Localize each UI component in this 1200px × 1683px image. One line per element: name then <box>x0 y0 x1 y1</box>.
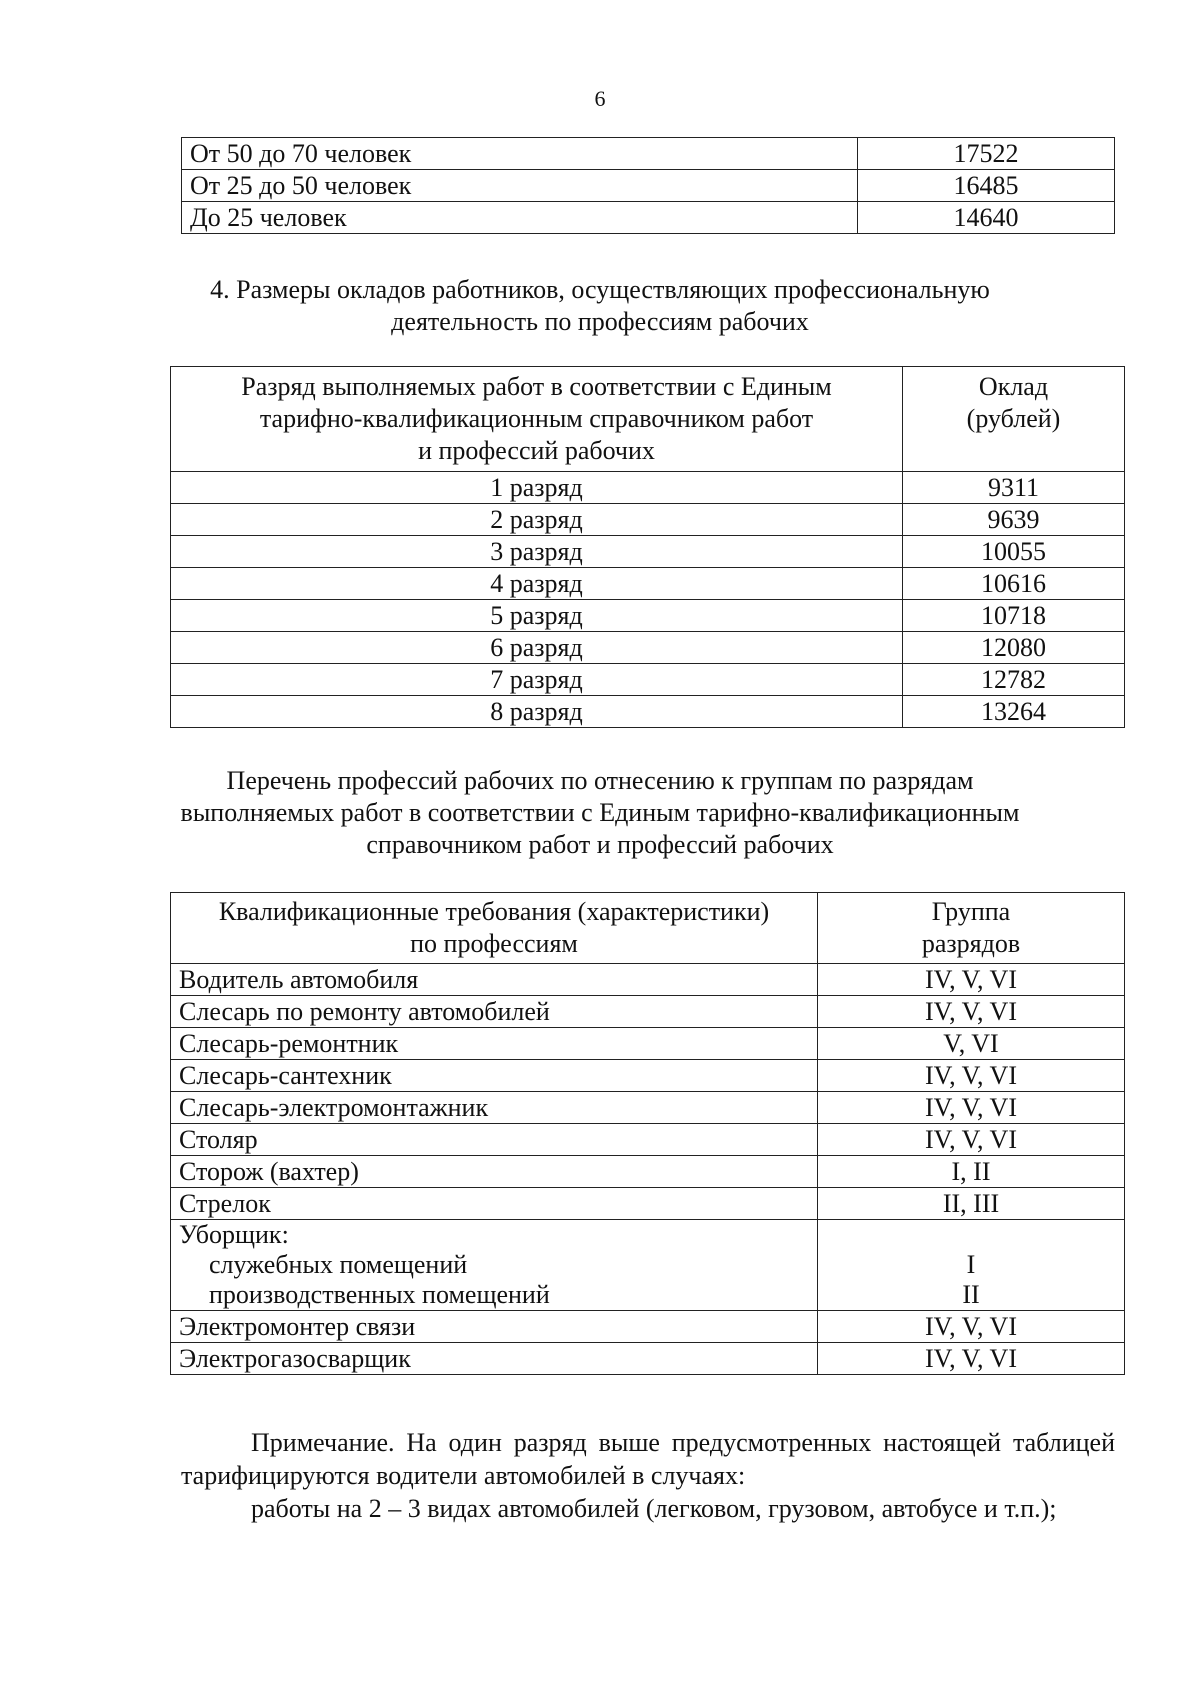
table-row <box>182 138 1115 170</box>
grade-group-value: II, III <box>818 1188 1125 1220</box>
table-row <box>171 1188 1125 1220</box>
staff-count-salary-table <box>181 137 1115 234</box>
table-row <box>171 568 1125 600</box>
table-row <box>171 964 1125 996</box>
grade-group-value: IV, V, VI <box>818 1343 1125 1375</box>
grade-group-value: IV, V, VI <box>818 996 1125 1028</box>
profession-label: Сторож (вахтер) <box>171 1156 818 1188</box>
table-row <box>171 1060 1125 1092</box>
note-paragraph-2: работы на 2 – 3 видах автомобилей (легковом, грузовом, автобусе и т.п.); <box>251 1494 1057 1523</box>
grade-group-value: IV, V, VI <box>818 1311 1125 1343</box>
header-salary: Оклад (рублей) <box>903 367 1125 472</box>
table-row <box>171 504 1125 536</box>
table-row <box>171 1311 1125 1343</box>
table-row <box>171 472 1125 504</box>
table-row-cleaner <box>171 1220 1125 1311</box>
table-row <box>171 1092 1125 1124</box>
header-grade: Разряд выполняемых работ в соответствии с Единым тарифно-квалификационным справочником работ и профессий рабочих <box>171 367 903 472</box>
row-value: 14640 <box>858 202 1115 234</box>
header-qualification: Квалификационные требования (характеристики) по профессиям <box>171 893 818 964</box>
grade-label: 4 разряд <box>171 568 903 600</box>
grade-group-value: IV, V, VI <box>818 964 1125 996</box>
profession-label: Электромонтер связи <box>171 1311 818 1343</box>
grade-label: 5 разряд <box>171 600 903 632</box>
header-grade-group: Группа разрядов <box>818 893 1125 964</box>
profession-label: Слесарь по ремонту автомобилей <box>171 996 818 1028</box>
row-label: От 50 до 70 человек <box>182 138 858 170</box>
salary-value: 12782 <box>903 664 1125 696</box>
table-header-row <box>171 367 1125 472</box>
salary-value: 9311 <box>903 472 1125 504</box>
profession-label: Столяр <box>171 1124 818 1156</box>
table-row <box>171 696 1125 728</box>
salary-value: 9639 <box>903 504 1125 536</box>
table-row <box>182 202 1115 234</box>
row-value: 16485 <box>858 170 1115 202</box>
section-4-title: 4. Размеры окладов работников, осуществляющих профессиональную деятельность по профессиям рабочих <box>210 275 990 336</box>
worker-grade-salary-table <box>170 366 1125 728</box>
profession-grade-group-table <box>170 892 1125 1375</box>
page-number: 6 <box>594 86 606 111</box>
note-section <box>181 1426 1115 1525</box>
profession-label: Слесарь-сантехник <box>171 1060 818 1092</box>
table-row <box>171 600 1125 632</box>
table-row <box>171 1343 1125 1375</box>
table-row <box>171 1028 1125 1060</box>
table-row <box>171 632 1125 664</box>
profession-label: Стрелок <box>171 1188 818 1220</box>
table-header-row <box>171 893 1125 964</box>
grade-group-value: IV, V, VI <box>818 1092 1125 1124</box>
grade-group-value: I II <box>818 1220 1125 1311</box>
grade-group-value: IV, V, VI <box>818 1060 1125 1092</box>
grade-label: 1 разряд <box>171 472 903 504</box>
profession-list-title: Перечень профессий рабочих по отнесению к группам по разрядам выполняемых работ в соответствии с Единым тарифно-квалификационным справочником работ и профессий рабочих <box>180 766 1020 859</box>
profession-label: Слесарь-электромонтажник <box>171 1092 818 1124</box>
note-paragraph-1: Примечание. На один разряд выше предусмотренных настоящей таблицей тарифицируются водители автомобилей в случаях: <box>181 1428 1115 1490</box>
table-row <box>171 536 1125 568</box>
grade-group-value: V, VI <box>818 1028 1125 1060</box>
salary-value: 10055 <box>903 536 1125 568</box>
profession-label: Электрогазосварщик <box>171 1343 818 1375</box>
row-value: 17522 <box>858 138 1115 170</box>
grade-label: 2 разряд <box>171 504 903 536</box>
table-row <box>171 1124 1125 1156</box>
salary-value: 12080 <box>903 632 1125 664</box>
salary-value: 10718 <box>903 600 1125 632</box>
row-label: От 25 до 50 человек <box>182 170 858 202</box>
grade-label: 3 разряд <box>171 536 903 568</box>
table-row <box>171 996 1125 1028</box>
profession-label: Уборщик: служебных помещений производственных помещений <box>171 1220 818 1311</box>
salary-value: 13264 <box>903 696 1125 728</box>
table-row <box>171 664 1125 696</box>
grade-label: 8 разряд <box>171 696 903 728</box>
salary-value: 10616 <box>903 568 1125 600</box>
row-label: До 25 человек <box>182 202 858 234</box>
profession-label: Слесарь-ремонтник <box>171 1028 818 1060</box>
grade-label: 6 разряд <box>171 632 903 664</box>
profession-label: Водитель автомобиля <box>171 964 818 996</box>
table-row <box>171 1156 1125 1188</box>
table-row <box>182 170 1115 202</box>
grade-group-value: IV, V, VI <box>818 1124 1125 1156</box>
grade-group-value: I, II <box>818 1156 1125 1188</box>
grade-label: 7 разряд <box>171 664 903 696</box>
